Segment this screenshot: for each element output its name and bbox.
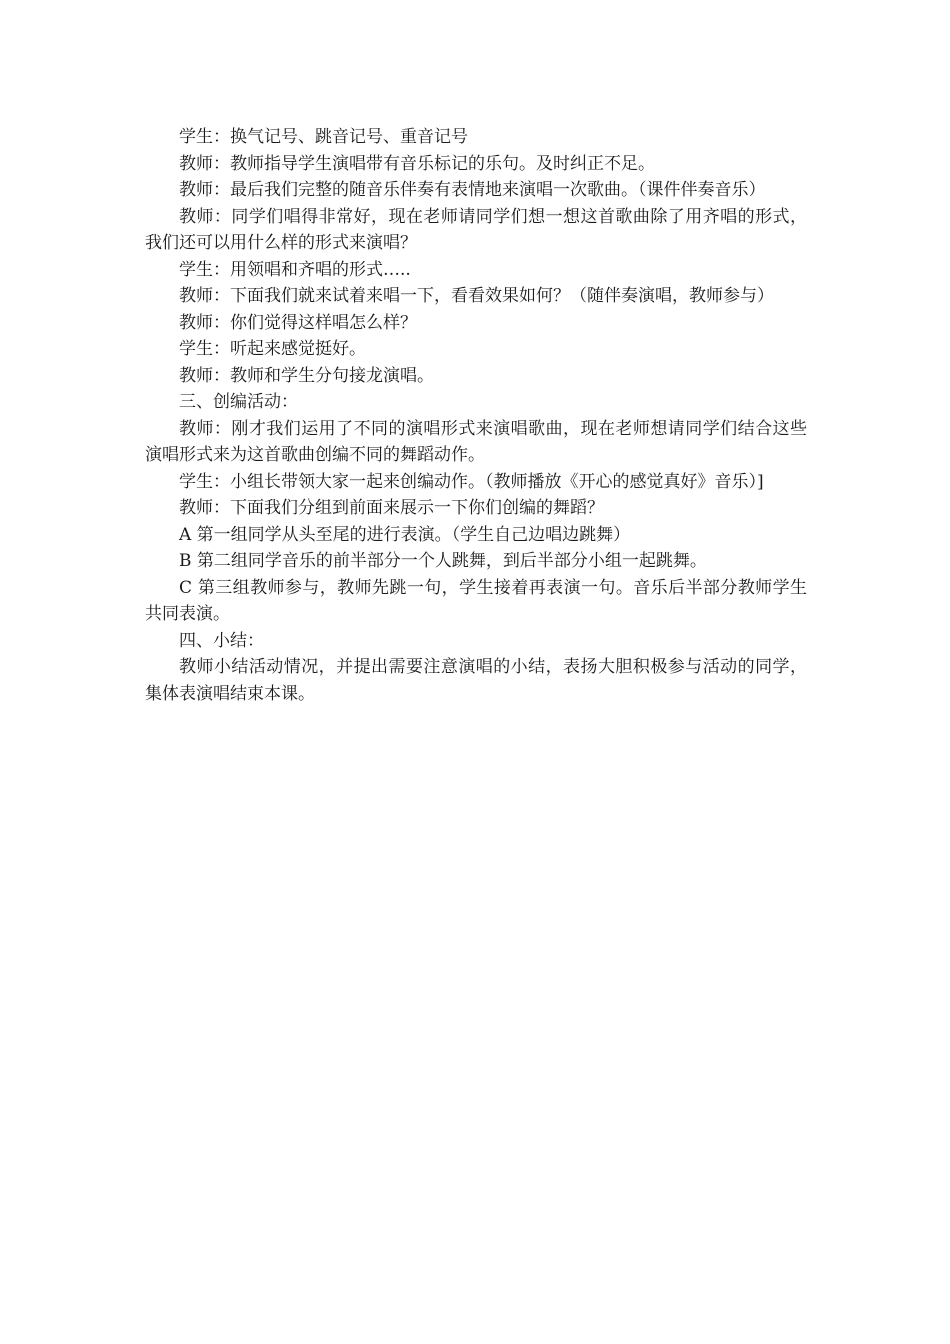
paragraph: 学生：听起来感觉挺好。 <box>179 339 366 359</box>
paragraph: 教师：刚才我们运用了不同的演唱形式来演唱歌曲，现在老师想请同学们结合这些演唱形式来为这首歌曲创编不同的舞蹈动作。 <box>145 418 807 465</box>
paragraph: 教师：同学们唱得非常好，现在老师请同学们想一想这首歌曲除了用齐唱的形式，我们还可以用什么样的形式来演唱？ <box>145 206 807 253</box>
paragraph: 教师：下面我们就来试着来唱一下，看看效果如何？（随伴奏演唱，教师参与） <box>179 286 774 306</box>
list-item: B 第二组同学音乐的前半部分一个人跳舞，到后半部分小组一起跳舞。 <box>179 551 707 571</box>
paragraph: 教师：最后我们完整的随音乐伴奏有表情地来演唱一次歌曲。（课件伴奏音乐） <box>179 180 766 200</box>
paragraph: 学生：用领唱和齐唱的形式….. <box>179 259 411 280</box>
paragraph: 学生：小组长带领大家一起来创编动作。（教师播放《开心的感觉真好》音乐）] <box>179 471 764 492</box>
paragraph: 教师小结活动情况，并提出需要注意演唱的小结，表扬大胆积极参与活动的同学，集体表演唱结束本课。 <box>145 657 807 704</box>
section-heading: 三、创编活动： <box>179 392 298 412</box>
paragraph: 学生：换气记号、跳音记号、重音记号 <box>179 127 468 147</box>
list-item: A 第一组同学从头至尾的进行表演。（学生自己边唱边跳舞） <box>179 524 631 545</box>
paragraph: 教师：下面我们分组到前面来展示一下你们创编的舞蹈？ <box>179 498 604 518</box>
list-item: C 第三组教师参与，教师先跳一句，学生接着再表演一句。音乐后半部分教师学生共同表演。 <box>145 577 807 624</box>
section-heading: 四、小结： <box>179 630 264 651</box>
paragraph: 教师：教师指导学生演唱带有音乐标记的乐句。及时纠正不足。 <box>179 153 655 174</box>
paragraph: 教师：教师和学生分句接龙演唱。 <box>179 365 434 386</box>
paragraph: 教师：你们觉得这样唱怎么样？ <box>179 312 417 333</box>
document-body <box>145 124 807 707</box>
